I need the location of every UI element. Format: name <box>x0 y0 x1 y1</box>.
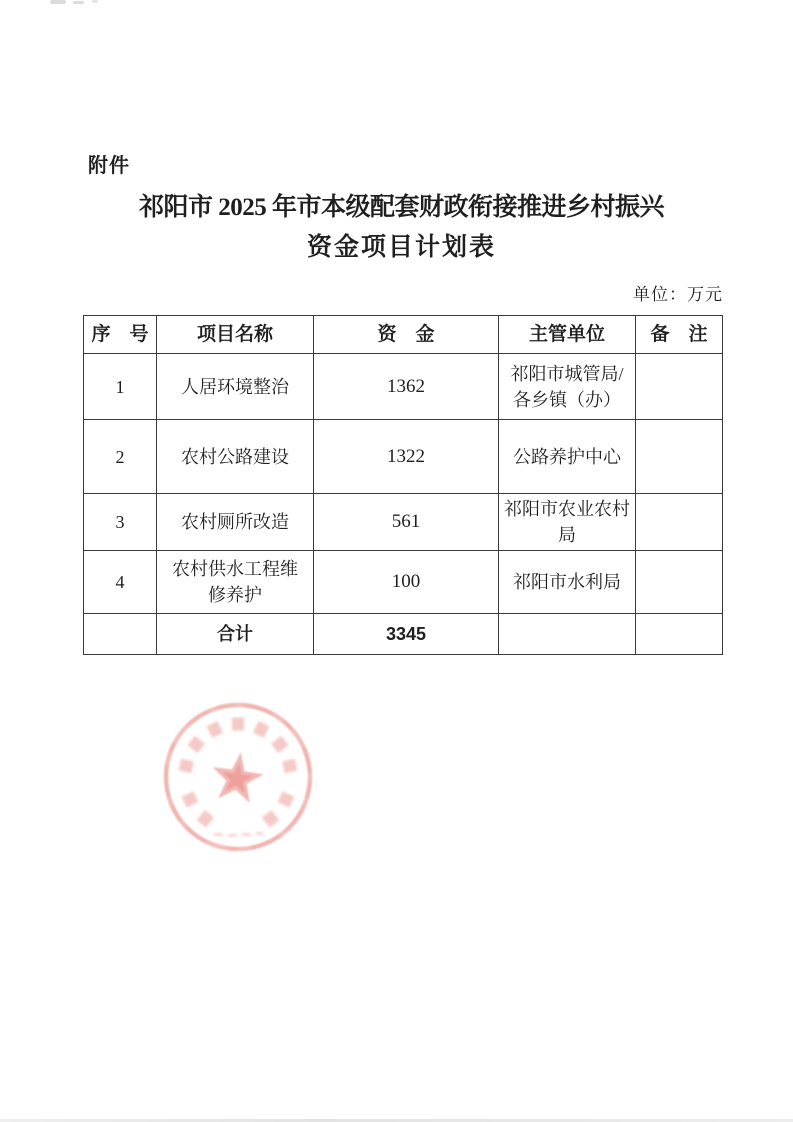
document-title-line2: 资金项目计划表 <box>306 234 496 261</box>
header-amount: 资 金 <box>314 316 499 354</box>
seal-text-marks <box>179 718 298 828</box>
scan-speck <box>92 0 98 3</box>
cell-project-name: 农村供水工程维修养护 <box>157 551 314 614</box>
scan-speck <box>73 1 84 4</box>
cell-note <box>636 354 723 420</box>
scan-speck <box>50 0 66 4</box>
cell-no: 2 <box>84 420 157 494</box>
cell-note <box>636 551 723 614</box>
seal-serial-marks <box>214 832 263 837</box>
total-amount: 3345 <box>314 614 499 655</box>
official-seal-stamp <box>158 697 318 857</box>
cell-no: 3 <box>84 494 157 551</box>
table-row <box>84 420 723 494</box>
document-title-line1: 祁阳市 2025 年市本级配套财政衔接推进乡村振兴 <box>138 194 664 221</box>
total-label: 合计 <box>157 614 314 655</box>
header-dept: 主管单位 <box>499 316 636 354</box>
table-header-row <box>84 316 723 354</box>
seal-ring <box>158 697 318 857</box>
unit-note: 单位：万元 <box>633 285 723 304</box>
cell-amount: 561 <box>314 494 499 551</box>
cell-amount: 1322 <box>314 420 499 494</box>
table-total-row <box>84 614 723 655</box>
cell-no <box>84 614 157 655</box>
cell-no: 4 <box>84 551 157 614</box>
table-row <box>84 551 723 614</box>
projects-table <box>83 315 723 655</box>
cell-dept: 公路养护中心 <box>499 420 636 494</box>
document-title <box>0 188 793 268</box>
seal-star <box>209 749 267 805</box>
cell-project-name: 农村厕所改造 <box>157 494 314 551</box>
cell-project-name: 农村公路建设 <box>157 420 314 494</box>
cell-dept <box>499 614 636 655</box>
cell-amount: 1362 <box>314 354 499 420</box>
table-row <box>84 354 723 420</box>
table-row <box>84 494 723 551</box>
cell-dept: 祁阳市农业农村局 <box>499 494 636 551</box>
attachment-label: 附件 <box>88 155 130 177</box>
cell-amount: 100 <box>314 551 499 614</box>
cell-note <box>636 420 723 494</box>
header-no: 序 号 <box>84 316 157 354</box>
cell-dept: 祁阳市水利局 <box>499 551 636 614</box>
cell-project-name: 人居环境整治 <box>157 354 314 420</box>
cell-note <box>636 494 723 551</box>
cell-dept: 祁阳市城管局/各乡镇（办） <box>499 354 636 420</box>
cell-no: 1 <box>84 354 157 420</box>
header-project-name: 项目名称 <box>157 316 314 354</box>
cell-note <box>636 614 723 655</box>
header-note: 备 注 <box>636 316 723 354</box>
